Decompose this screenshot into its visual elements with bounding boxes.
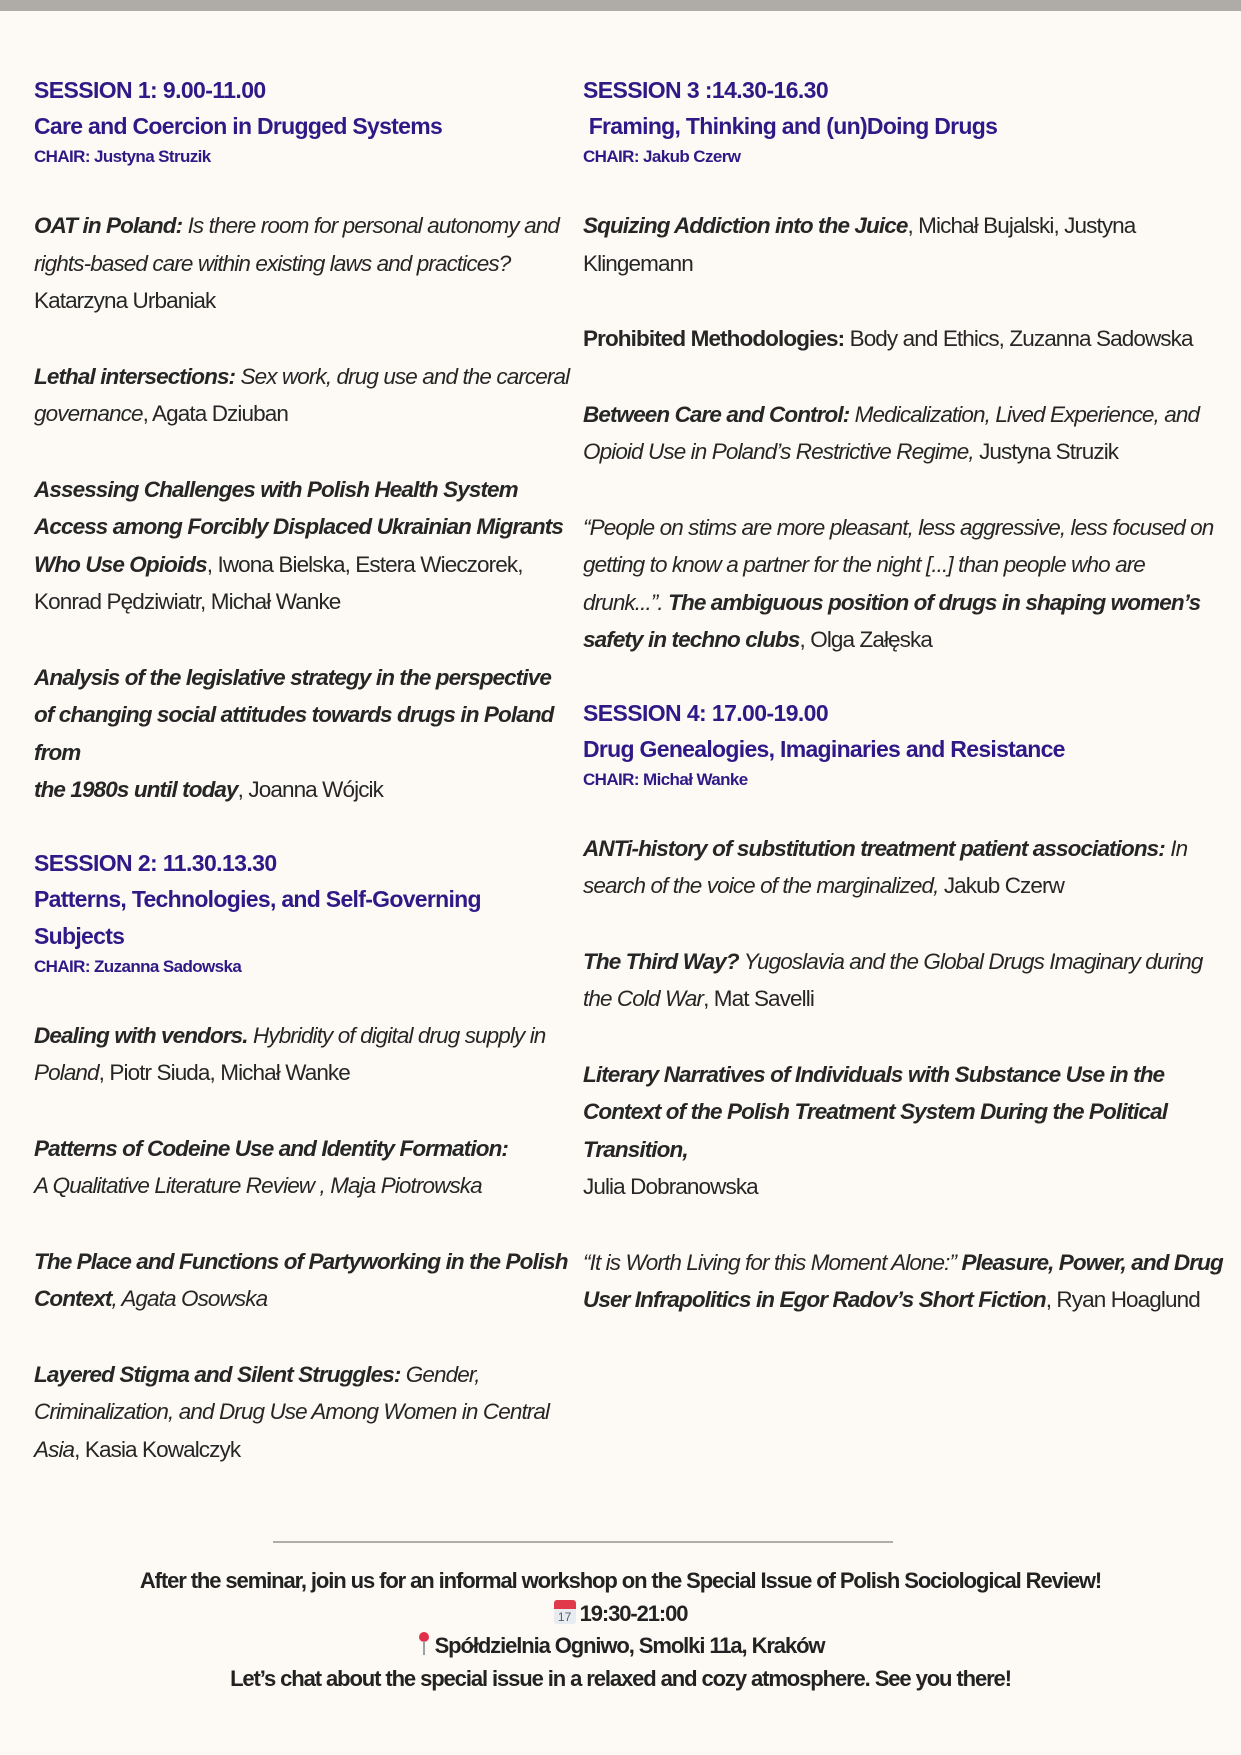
talk-item <box>34 1017 574 1092</box>
talk-authors: , Joanna Wójcik <box>237 777 383 802</box>
talk-authors: Jakub Czerw <box>938 873 1064 898</box>
talk-authors: , Kasia Kowalczyk <box>74 1436 241 1462</box>
talk-item <box>34 1356 574 1469</box>
talk-item <box>34 1130 574 1205</box>
talk-authors: Katarzyna Urbaniak <box>34 288 216 313</box>
talk-title: The Third Way? <box>583 948 739 974</box>
session-title: Framing, Thinking and (un)Doing Drugs <box>583 113 998 139</box>
talk-title: Patterns of Codeine Use and Identity Formation: <box>34 1135 509 1161</box>
talk-subtitle: Hybridity of digital drug supply in Poland <box>34 1022 546 1085</box>
workshop-location-line <box>0 1630 1241 1663</box>
talk-item <box>583 509 1223 659</box>
workshop-closing: Let’s chat about the special issue in a relaxed and cozy atmosphere. See you there! <box>230 1665 1011 1691</box>
talk-title: Layered Stigma and Silent Struggles: <box>34 1361 401 1387</box>
session-time: SESSION 2: 11.30.13.30 <box>34 849 277 876</box>
session-chair: CHAIR: Justyna Struzik <box>34 147 211 166</box>
talk-title: Prohibited Methodologies: <box>583 326 845 351</box>
talk-item <box>34 358 574 433</box>
talk-title: Assessing Challenges with Polish Health System Access among Forcibly Displaced Ukrainian Migrants Who Use Opioids <box>34 476 563 577</box>
session-title: Drug Genealogies, Imaginaries and Resistance <box>583 735 1065 762</box>
session-chair: CHAIR: Jakub Czerw <box>583 147 741 166</box>
talk-title: Pleasure, Power, and Drug User Infrapolitics in Egor Radov’s Short Fiction <box>583 1249 1223 1312</box>
talk-item <box>583 1244 1223 1319</box>
session-time: SESSION 1: 9.00-11.00 <box>34 77 266 103</box>
session-chair: CHAIR: Michał Wanke <box>583 769 748 789</box>
talk-item <box>583 1056 1223 1206</box>
talk-item <box>34 659 574 809</box>
talk-item <box>583 396 1223 471</box>
session-1-header <box>34 72 574 169</box>
talk-quote: “People on stims are more pleasant, less aggressive, less focused on getting to know a partner for the night [...] than people who are drunk...”. <box>583 514 1214 615</box>
workshop-location: Spółdzielnia Ogniwo, Smolki 11a, Kraków <box>434 1633 825 1658</box>
talk-item <box>583 943 1223 1018</box>
footer-divider <box>273 1541 893 1543</box>
talk-authors: , Agata Osowska <box>111 1286 268 1311</box>
talk-subtitle: In search of the voice of the marginalized, <box>583 835 1188 898</box>
talk-subtitle: Is there room for personal autonomy and rights-based care within existing laws and practices? <box>34 213 559 276</box>
session-time: SESSION 4: 17.00-19.00 <box>583 699 829 726</box>
session-3-header <box>583 72 1223 169</box>
talk-title: Analysis of the legislative strategy in the perspective of changing social attitudes towards drugs in Poland from <box>34 664 554 765</box>
talk-item <box>583 830 1223 905</box>
talk-title: The Place and Functions of Partyworking in the Polish Context <box>34 1248 568 1311</box>
talk-subtitle: Medicalization, Lived Experience, and Opioid Use in Poland’s Restrictive Regime, <box>583 401 1200 464</box>
workshop-invite: After the seminar, join us for an informal workshop on the Special Issue of Polish Sociological Review! <box>139 1568 1102 1593</box>
talk-authors: , Olga Załęska <box>799 627 932 652</box>
talk-authors: , Piotr Siuda, Michał Wanke <box>98 1060 350 1085</box>
talk-item <box>34 471 574 621</box>
talk-authors: , Iwona Bielska, Estera Wieczorek, Konrad Pędziwiatr, Michał Wanke <box>34 551 523 614</box>
talk-title: Lethal intersections: <box>34 363 236 389</box>
talk-title: Between Care and Control: <box>583 401 850 427</box>
talk-quote: “It is Worth Living for this Moment Alone:” <box>583 1249 957 1275</box>
calendar-icon: 17 <box>554 1600 576 1624</box>
talk-item <box>34 1243 574 1318</box>
talk-title-continued: the 1980s until today <box>34 777 238 802</box>
talk-item <box>583 207 1223 282</box>
session-title: Care and Coercion in Drugged Systems <box>34 113 443 139</box>
talk-title: Literary Narratives of Individuals with Substance Use in the Context of the Polish Treatment System During the Political Transition, <box>583 1061 1168 1162</box>
talk-title: The ambiguous position of drugs in shaping women’s safety in techno clubs <box>583 589 1201 652</box>
talk-authors: Body and Ethics, Zuzanna Sadowska <box>844 326 1193 351</box>
talk-subtitle: A Qualitative Literature Review , Maja Piotrowska <box>34 1173 482 1198</box>
talk-subtitle: Yugoslavia and the Global Drugs Imaginary during the Cold War <box>583 948 1203 1011</box>
round-pushpin-icon <box>417 1632 431 1656</box>
talk-subtitle: Gender, Criminalization, and Drug Use Among Women in Central Asia <box>34 1361 550 1462</box>
talk-title: Dealing with vendors. <box>34 1022 248 1048</box>
session-time: SESSION 3 :14.30-16.30 <box>583 77 829 103</box>
footer-announcement <box>0 1565 1241 1695</box>
top-bar <box>0 0 1241 11</box>
talk-authors: , Ryan Hoaglund <box>1045 1287 1200 1312</box>
session-chair: CHAIR: Zuzanna Sadowska <box>34 956 242 976</box>
session-2-header <box>34 845 574 979</box>
talk-item <box>34 207 574 320</box>
talk-subtitle: Sex work, drug use and the carceral governance <box>34 363 570 426</box>
right-column <box>583 72 1223 1319</box>
talk-item <box>583 320 1223 358</box>
talk-authors: Justyna Struzik <box>973 439 1119 464</box>
session-title: Patterns, Technologies, and Self-Governing Subjects <box>34 885 481 949</box>
talk-authors: , Mat Savelli <box>703 986 814 1011</box>
talk-title: Squizing Addiction into the Juice <box>583 213 908 238</box>
talk-authors: , Agata Dziuban <box>142 401 288 426</box>
talk-authors: Julia Dobranowska <box>583 1174 758 1199</box>
workshop-time-line <box>0 1598 1241 1631</box>
workshop-time: 19:30-21:00 <box>579 1600 688 1626</box>
talk-title: ANTi-history of substitution treatment patient associations: <box>583 835 1165 861</box>
left-column <box>34 72 574 1468</box>
talk-title: OAT in Poland: <box>34 213 183 238</box>
talk-authors: , Michał Bujalski, Justyna Klingemann <box>583 213 1136 276</box>
session-4-header <box>583 695 1223 792</box>
